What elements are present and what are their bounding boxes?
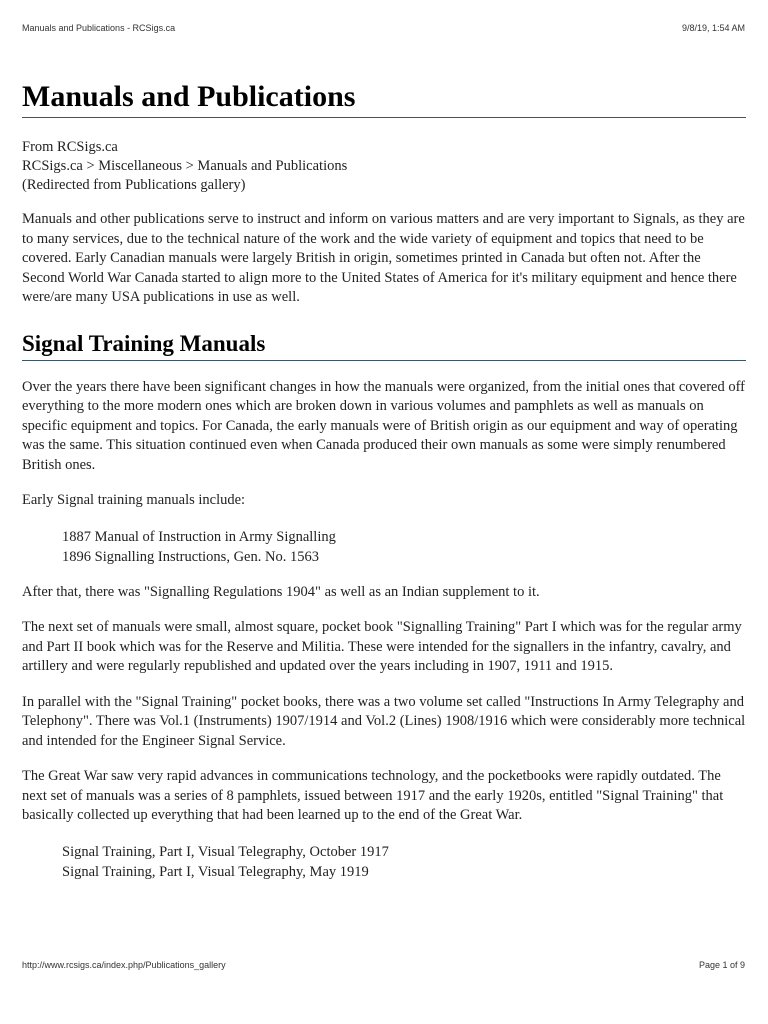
paragraph-telegraphy: In parallel with the "Signal Training" pocket books, there was a two volume set called "Instructions In Army Telegraphy and Telephony". There was Vol.1 (Instruments) 1907/1914 and Vol.2 (Lines) 1908/1916 which were considerably more technical and intended for the Engineer Signal Service. (22, 693, 746, 749)
print-header (22, 23, 745, 33)
article-content (22, 78, 746, 882)
print-footer (22, 960, 745, 970)
early-manuals-list (22, 527, 746, 567)
paragraph-regulations: After that, there was "Signalling Regulations 1904" as well as an Indian supplement to it. (22, 583, 540, 600)
paragraph-great-war: The Great War saw very rapid advances in communications technology, and the pocketbooks were rapidly outdated. The next set of manuals was a series of 8 pamphlets, issued between 1917 and the early 1920s, entitled "Signal Training" that basically collected up everything that had been learned up to the end of the Great War. (22, 768, 724, 823)
list-item: 1896 Signalling Instructions, Gen. No. 1563 (62, 548, 319, 565)
page-title: Manuals and Publications (22, 78, 746, 118)
page-url: http://www.rcsigs.ca/index.php/Publications_gallery (22, 960, 226, 970)
article-subinfo (22, 138, 746, 195)
signal-training-list (22, 842, 746, 882)
print-header-title: Manuals and Publications - RCSigs.ca (22, 23, 176, 33)
page-number: Page 1 of 9 (698, 960, 745, 970)
list-item: Signal Training, Part I, Visual Telegraphy, October 1917 (62, 843, 389, 860)
paragraph-organization: Over the years there have been significant changes in how the manuals were organized, from the initial ones that covered off everything to the more modern ones which are broken down in various volumes and pamphlets as well as manuals on specific equipment and topics. For Canada, the early manuals were of British origin as our equipment and way of operating was the same. This situation continued even when Canada produced their own manuals as some were simply renumbered British ones. (22, 378, 745, 473)
print-header-datetime: 9/8/19, 1:54 AM (681, 23, 745, 33)
section-title: Signal Training Manuals (22, 329, 746, 361)
paragraph-pocket-books: The next set of manuals were small, almost square, pocket book "Signalling Training" Part I which was for the regular army and Part II book which was for the Reserve and Militia. These were intended for the signallers in the infantry, cavalry, and artillery and were regularly republished and updated over the years including in 1907, 1911 and 1915. (22, 619, 742, 674)
paragraph-early-manuals: Early Signal training manuals include: (22, 492, 246, 508)
breadcrumb[interactable]: RCSigs.ca > Miscellaneous > Manuals and Publications (22, 158, 348, 174)
site-source: From RCSigs.ca (22, 139, 118, 155)
redirect-note: (Redirected from Publications gallery) (22, 177, 246, 193)
list-item: 1887 Manual of Instruction in Army Signalling (62, 528, 336, 545)
intro-paragraph: Manuals and other publications serve to instruct and inform on various matters and are very important to Signals, as they are to many services, due to the technical nature of the work and the wide variety of equipment and topics that need to be covered. Early Canadian manuals were largely British in origin, sometimes printed in Canada but often not. After the Second World War Canada started to align more to the United States of America for it's military equipment and hence there were/are many USA publications in use as well. (22, 211, 745, 305)
list-item: Signal Training, Part I, Visual Telegraphy, May 1919 (62, 863, 369, 880)
